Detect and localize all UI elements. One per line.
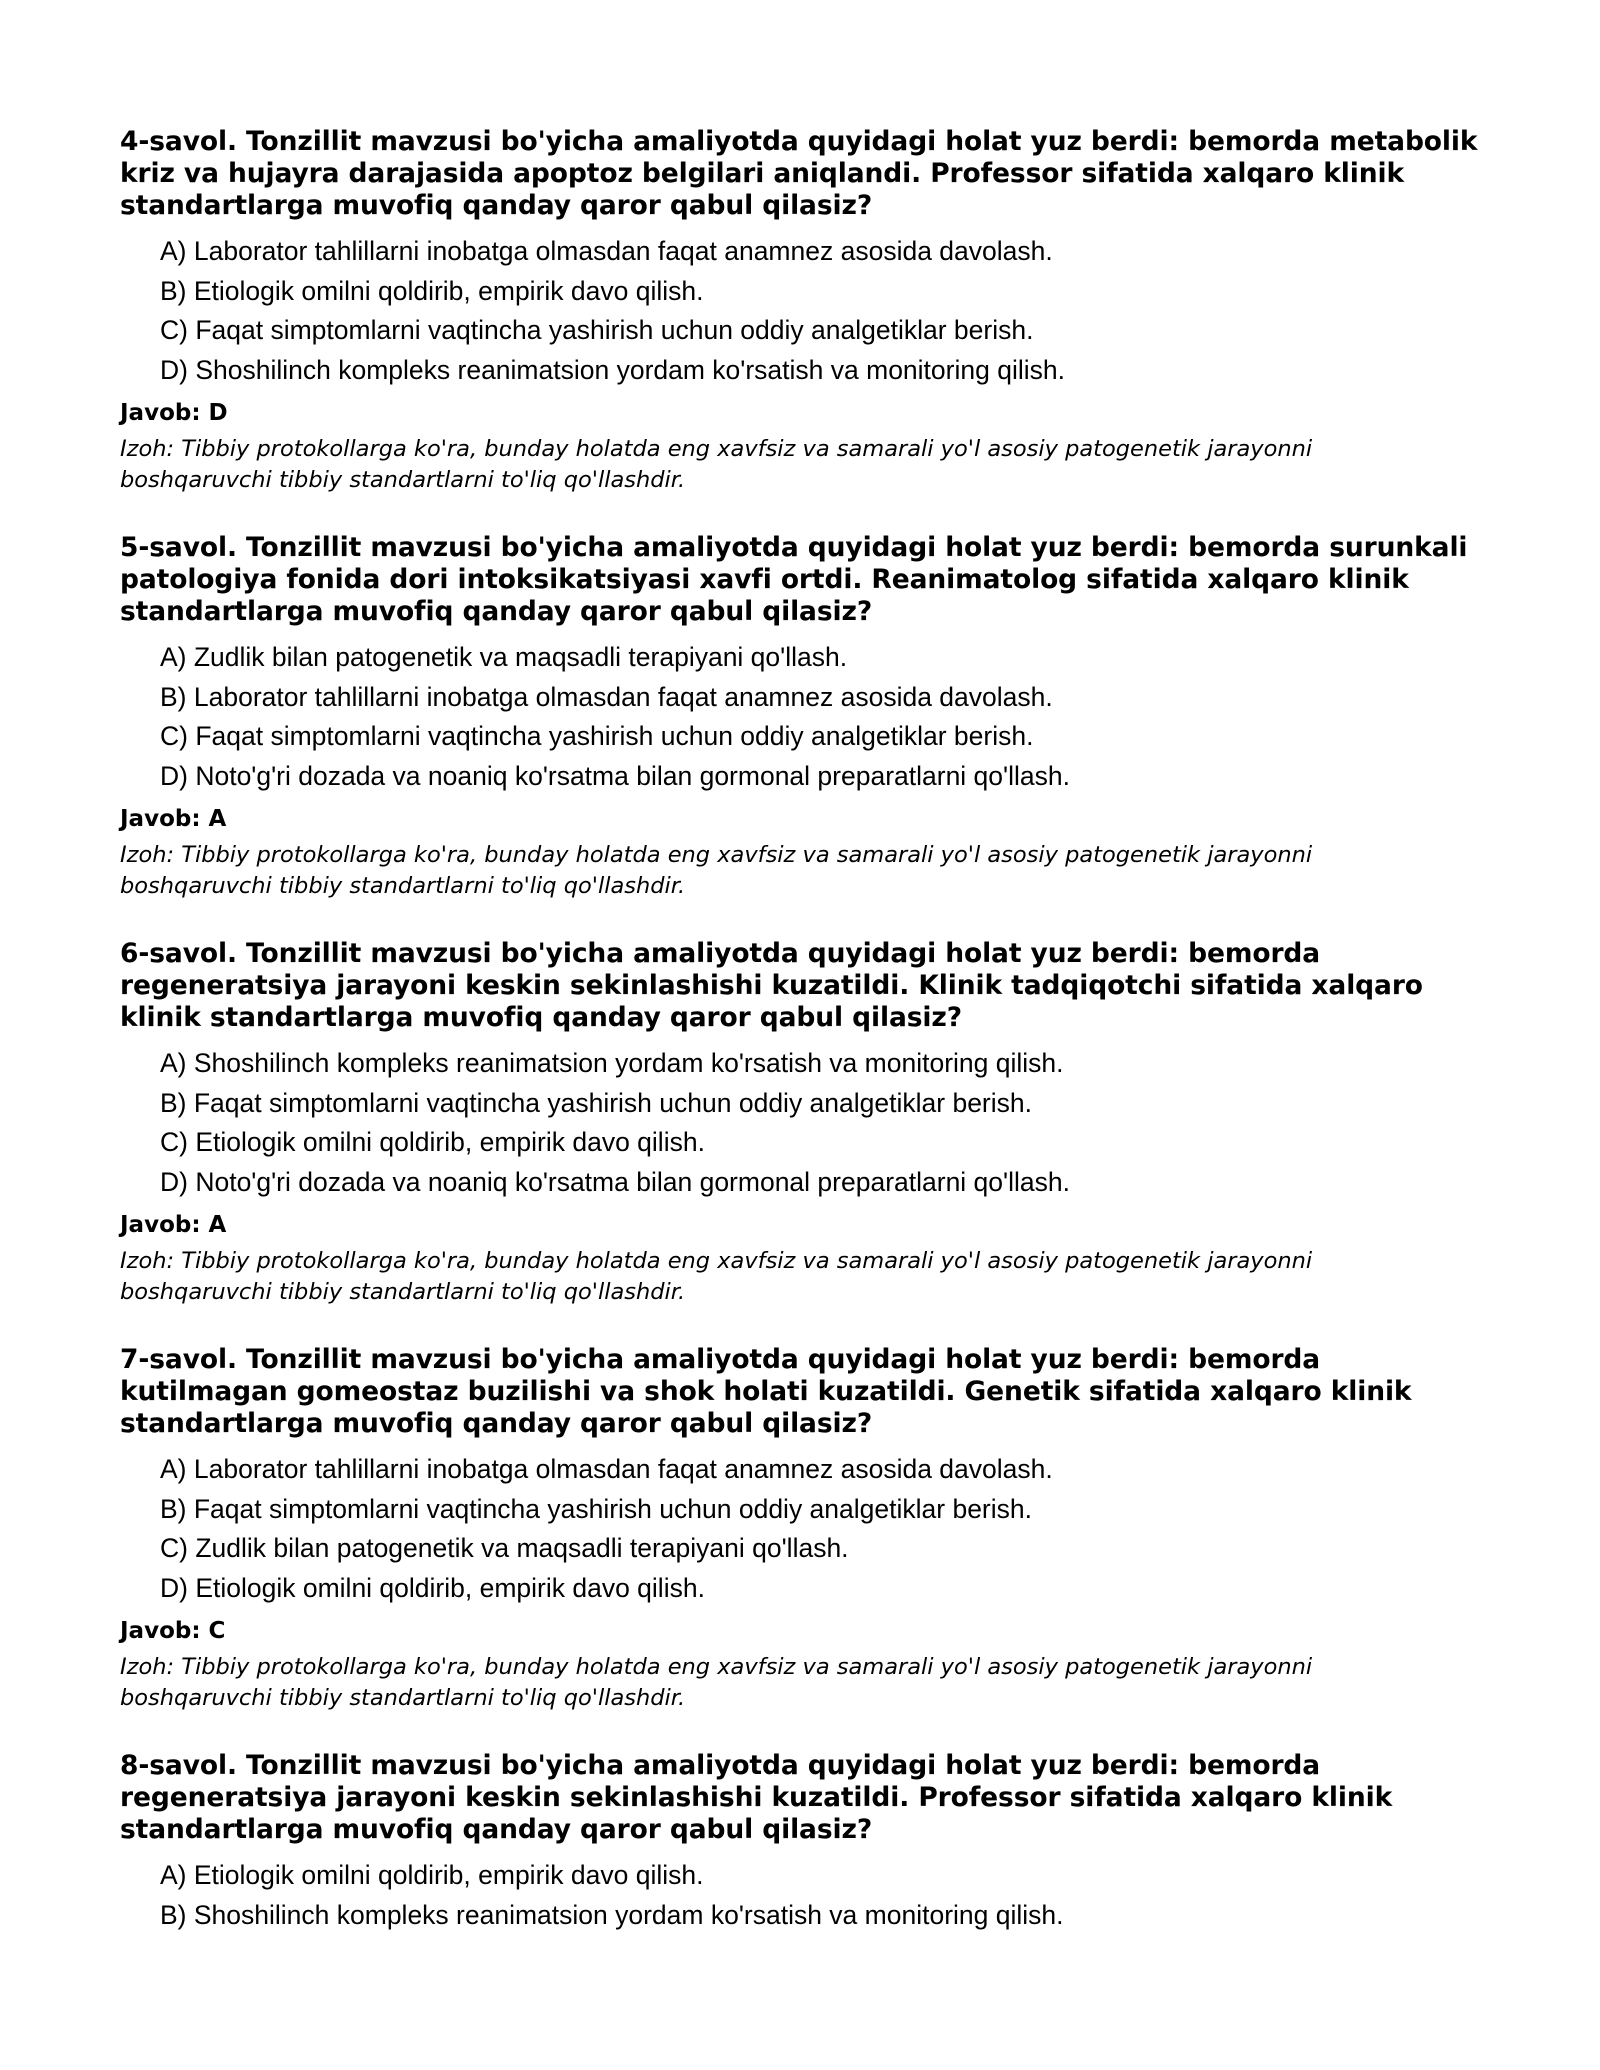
question-text: 7-savol. Tonzillit mavzusi bo'yicha amaliyotda quyidagi holat yuz berdi: bemorda kutilmagan gomeostaz buzilishi va shok holati kuzatildi. Genetik sifatida xalqaro klinik standartlarga muvofiq qanday qaror qabul qilasiz? xyxy=(120,1344,1412,1439)
question-block xyxy=(120,126,1480,496)
answer-options xyxy=(120,1450,1480,1608)
option-a: A) Shoshilinch kompleks reanimatsion yordam ko'rsatish va monitoring qilish. xyxy=(160,1048,1064,1078)
option-a: A) Laborator tahlillarni inobatga olmasdan faqat anamnez asosida davolash. xyxy=(160,236,1053,266)
question-block xyxy=(120,532,1480,902)
option-c: C) Etiologik omilni qoldirib, empirik davo qilish. xyxy=(160,1127,705,1157)
question-text: 5-savol. Tonzillit mavzusi bo'yicha amaliyotda quyidagi holat yuz berdi: bemorda surunkali patologiya fonida dori intoksikatsiyasi xavfi ortdi. Reanimatolog sifatida xalqaro klinik standartlarga muvofiq qanday qaror qabul qilasiz? xyxy=(120,532,1468,627)
answer-options xyxy=(120,232,1480,390)
answer-options xyxy=(120,638,1480,796)
option-c: C) Faqat simptomlarni vaqtincha yashirish uchun oddiy analgetiklar berish. xyxy=(160,315,1034,345)
option-d: D) Noto'g'ri dozada va noaniq ko'rsatma bilan gormonal preparatlarni qo'llash. xyxy=(160,1166,1070,1197)
explanation-note: Izoh: Tibbiy protokollarga ko'ra, bunday holatda eng xavfsiz va samarali yo'l asosiy patogenetik jarayonni boshqaruvchi tibbiy standartlarni to'liq qo'llashdir. xyxy=(120,1654,1313,1711)
answer-key: Javob: D xyxy=(120,400,228,426)
question-block xyxy=(120,1344,1480,1714)
option-b: B) Faqat simptomlarni vaqtincha yashirish uchun oddiy analgetiklar berish. xyxy=(160,1493,1032,1524)
answer-options xyxy=(120,1856,1480,1935)
option-b: B) Laborator tahlillarni inobatga olmasdan faqat anamnez asosida davolash. xyxy=(160,681,1053,712)
answer-key: Javob: A xyxy=(120,806,227,832)
option-b: B) Faqat simptomlarni vaqtincha yashirish uchun oddiy analgetiklar berish. xyxy=(160,1087,1032,1118)
question-text: 4-savol. Tonzillit mavzusi bo'yicha amaliyotda quyidagi holat yuz berdi: bemorda metabolik kriz va hujayra darajasida apoptoz belgilari aniqlandi. Professor sifatida xalqaro klinik standartlarga muvofiq qanday qaror qabul qilasiz? xyxy=(120,126,1478,221)
question-block xyxy=(120,1750,1480,1935)
answer-key: Javob: C xyxy=(120,1618,226,1644)
explanation-note: Izoh: Tibbiy protokollarga ko'ra, bunday holatda eng xavfsiz va samarali yo'l asosiy patogenetik jarayonni boshqaruvchi tibbiy standartlarni to'liq qo'llashdir. xyxy=(120,436,1313,493)
explanation-note: Izoh: Tibbiy protokollarga ko'ra, bunday holatda eng xavfsiz va samarali yo'l asosiy patogenetik jarayonni boshqaruvchi tibbiy standartlarni to'liq qo'llashdir. xyxy=(120,1248,1313,1305)
option-d: D) Etiologik omilni qoldirib, empirik davo qilish. xyxy=(160,1572,705,1603)
option-c: C) Faqat simptomlarni vaqtincha yashirish uchun oddiy analgetiklar berish. xyxy=(160,721,1034,751)
option-b: B) Shoshilinch kompleks reanimatsion yordam ko'rsatish va monitoring qilish. xyxy=(160,1899,1064,1930)
option-a: A) Etiologik omilni qoldirib, empirik davo qilish. xyxy=(160,1860,704,1890)
option-d: D) Noto'g'ri dozada va noaniq ko'rsatma bilan gormonal preparatlarni qo'llash. xyxy=(160,760,1070,791)
option-a: A) Zudlik bilan patogenetik va maqsadli terapiyani qo'llash. xyxy=(160,642,848,672)
question-text: 6-savol. Tonzillit mavzusi bo'yicha amaliyotda quyidagi holat yuz berdi: bemorda regeneratsiya jarayoni keskin sekinlashishi kuzatildi. Klinik tadqiqotchi sifatida xalqaro klinik standartlarga muvofiq qanday qaror qabul qilasiz? xyxy=(120,938,1423,1033)
option-d: D) Shoshilinch kompleks reanimatsion yordam ko'rsatish va monitoring qilish. xyxy=(160,354,1065,385)
question-text: 8-savol. Tonzillit mavzusi bo'yicha amaliyotda quyidagi holat yuz berdi: bemorda regeneratsiya jarayoni keskin sekinlashishi kuzatildi. Professor sifatida xalqaro klinik standartlarga muvofiq qanday qaror qabul qilasiz? xyxy=(120,1750,1393,1845)
option-a: A) Laborator tahlillarni inobatga olmasdan faqat anamnez asosida davolash. xyxy=(160,1454,1053,1484)
explanation-note: Izoh: Tibbiy protokollarga ko'ra, bunday holatda eng xavfsiz va samarali yo'l asosiy patogenetik jarayonni boshqaruvchi tibbiy standartlarni to'liq qo'llashdir. xyxy=(120,842,1313,899)
answer-key: Javob: A xyxy=(120,1212,227,1238)
question-block xyxy=(120,938,1480,1308)
option-c: C) Zudlik bilan patogenetik va maqsadli terapiyani qo'llash. xyxy=(160,1533,849,1563)
option-b: B) Etiologik omilni qoldirib, empirik davo qilish. xyxy=(160,275,704,306)
answer-options xyxy=(120,1044,1480,1202)
